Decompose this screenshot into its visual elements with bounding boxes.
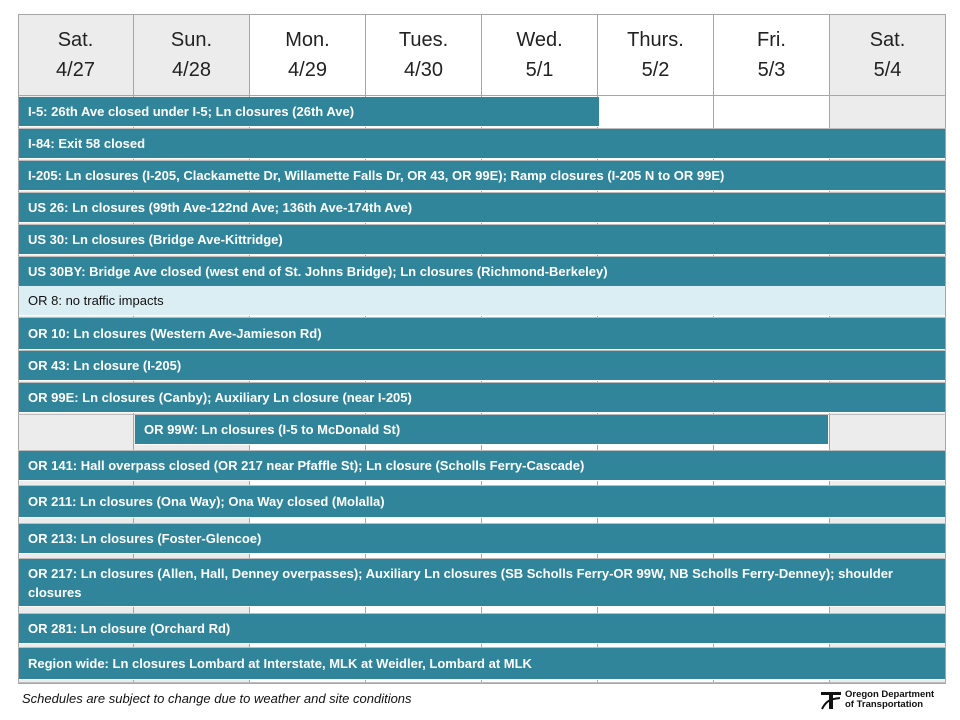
closure-bar: OR 10: Ln closures (Western Ave-Jamieson Rd) <box>19 318 945 350</box>
day-header <box>134 14 250 96</box>
day-header <box>250 14 366 96</box>
odot-mark-icon <box>820 689 842 711</box>
day-header <box>18 14 134 96</box>
day-date: 4/29 <box>288 59 327 81</box>
closure-bar: OR 281: Ln closure (Orchard Rd) <box>19 614 945 644</box>
logo-line-2: of Transportation <box>845 699 924 710</box>
row-divider <box>18 682 946 683</box>
day-date: 4/28 <box>172 59 211 81</box>
schedule-disclaimer: Schedules are subject to change due to weather and site conditions <box>22 691 412 706</box>
day-name: Wed. <box>516 29 563 51</box>
day-header <box>366 14 482 96</box>
day-date: 5/2 <box>641 59 670 81</box>
day-name: Sat. <box>869 29 906 51</box>
closure-bar: US 30BY: Bridge Ave closed (west end of St. Johns Bridge); Ln closures (Richmond-Berkeley) <box>19 257 945 287</box>
closure-bar: I-84: Exit 58 closed <box>19 129 945 159</box>
day-name: Tues. <box>398 29 449 51</box>
day-name: Fri. <box>757 29 786 51</box>
day-date: 5/3 <box>757 59 786 81</box>
closure-bar: OR 217: Ln closures (Allen, Hall, Denney overpasses); Auxiliary Ln closures (SB Scholls Ferry-OR 99W, NB Scholls Ferry-Denney); shoulder closures <box>19 559 945 607</box>
logo-line-1: Oregon Department <box>845 689 935 700</box>
closure-bar: OR 141: Hall overpass closed (OR 217 near Pfaffle St); Ln closure (Scholls Ferry-Cascade) <box>19 451 945 481</box>
day-header <box>598 14 714 96</box>
closure-bar: OR 99E: Ln closures (Canby); Auxiliary Ln closure (near I-205) <box>19 383 945 413</box>
day-date: 4/27 <box>56 59 95 81</box>
odot-logo <box>820 687 950 713</box>
closure-bar: I-5: 26th Ave closed under I-5; Ln closures (26th Ave) <box>19 97 599 127</box>
header-divider <box>18 95 946 96</box>
day-name: Sat. <box>57 29 94 51</box>
closure-bar: OR 213: Ln closures (Foster-Glencoe) <box>19 524 945 554</box>
day-name: Mon. <box>285 29 330 51</box>
closure-bar: OR 8: no traffic impacts <box>19 286 945 316</box>
day-header <box>714 14 830 96</box>
day-header <box>482 14 598 96</box>
day-name: Thurs. <box>627 29 684 51</box>
closure-bar: US 30: Ln closures (Bridge Ave-Kittridge) <box>19 225 945 255</box>
closure-bar: OR 43: Ln closure (I-205) <box>19 351 945 381</box>
day-date: 4/30 <box>404 59 443 81</box>
closure-bar: US 26: Ln closures (99th Ave-122nd Ave; 136th Ave-174th Ave) <box>19 193 945 223</box>
closure-bar: Region wide: Ln closures Lombard at Interstate, MLK at Weidler, Lombard at MLK <box>19 648 945 680</box>
closure-bar: I-205: Ln closures (I-205, Clackamette Dr, Willamette Falls Dr, OR 43, OR 99E); Ramp closures (I-205 N to OR 99E) <box>19 161 945 191</box>
day-header <box>830 14 946 96</box>
odot-wordmark <box>845 690 934 710</box>
day-date: 5/1 <box>525 59 554 81</box>
closure-bar: OR 99W: Ln closures (I-5 to McDonald St) <box>135 415 828 445</box>
closure-bar: OR 211: Ln closures (Ona Way); Ona Way closed (Molalla) <box>19 486 945 518</box>
day-name: Sun. <box>170 29 213 51</box>
day-date: 5/4 <box>873 59 902 81</box>
